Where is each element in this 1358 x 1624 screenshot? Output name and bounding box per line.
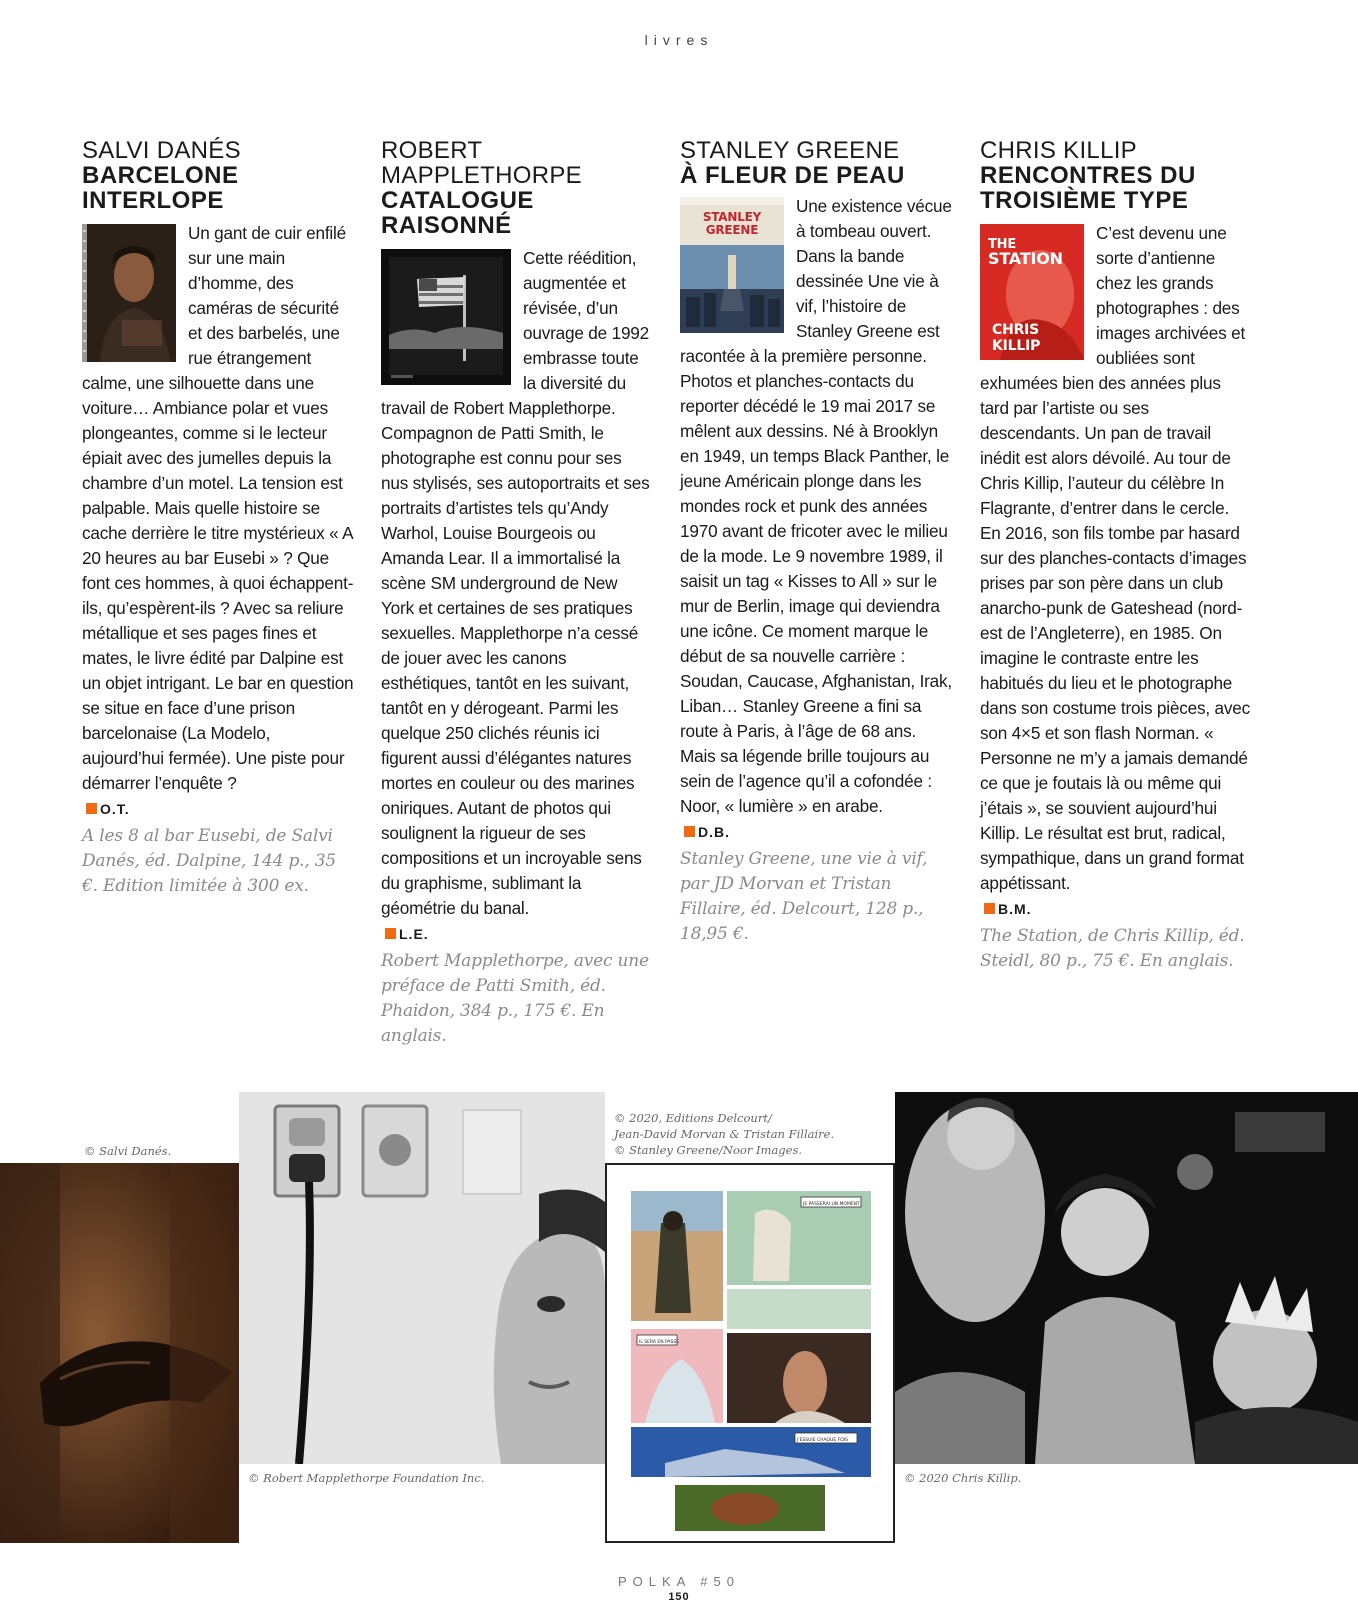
book-cover-the-station — [980, 224, 1084, 360]
article-salvi-danes — [82, 138, 354, 899]
comic-page — [605, 1163, 895, 1543]
book-reference: The Station, de Chris Killip, éd. Steidl, 80 p., 75 €. En anglais. — [980, 926, 1245, 971]
speech-bubble: IL SERA EN PASSE — [639, 1340, 680, 1345]
article-author: STANLEY GREENE — [680, 137, 900, 164]
magazine-name: POLKA #50 — [618, 1574, 740, 1589]
end-mark — [984, 903, 995, 914]
article-title-line: CATALOGUE — [381, 187, 534, 214]
book-cover-catalogue — [381, 249, 511, 385]
book-cover-barcelone — [82, 224, 176, 362]
author-initials: L.E. — [399, 926, 429, 942]
photo-mapplethorpe-portrait — [239, 1092, 605, 1464]
book-reference: A les 8 al bar Eusebi, de Salvi Danés, éd. Dalpine, 144 p., 35 €. Edition limitée à 300 ex. — [82, 826, 336, 896]
photo-credit-killip: © 2020 Chris Killip. — [904, 1471, 1022, 1485]
article-title-line: À FLEUR DE PEAU — [680, 162, 905, 189]
article-author: CHRIS KILLIP — [980, 137, 1137, 164]
cover-title-line: STANLEY — [702, 210, 762, 224]
article-body: Une existence vécue à tombeau ouvert. Dans la bande dessinée Une vie à vif, l’histoire de Stanley Greene est racontée à la première personne. Photos et planches-contacts du reporter décédé le 19 mai 2017 se mêlent aux dessins. Né à Brooklyn en 1949, un temps Black Panther, le jeune Américain plonge dans les mondes rock et punk des années 1970 avant de fricoter avec le milieu de la mode. Le 9 novembre 1989, il saisit un tag « Kisses to All » sur le mur de Berlin, image qui deviendra une icône. Ce moment marque le début de sa nouvelle carrière : Soudan, Caucase, Afghanistan, Irak, Liban… Stanley Greene a fini sa route à Paris, à l’âge de 68 ans. Mais sa légende brille toujours au sein de l’agence qu’il a cofondée : Noor, « lumière » en arabe. — [680, 196, 953, 816]
article-title-line: RAISONNÉ — [381, 212, 512, 239]
article-body: C’est devenu une sorte d’antienne chez les grands photographes : des images archivées et oubliées sont exhumées bien des années plus tard par l’artiste ou ses descendants. Un pan de travail inédit est alors dévoilé. Au tour de Chris Killip, l’auteur du célèbre In Flagrante, d’entrer dans le cercle. En 2016, son fils tombe par hasard sur des planches-contacts d’images prises par son père dans un club anarcho-punk de Gateshead (nord-est de l’Angleterre), en 1985. On imagine le contraste entre les habitués du lieu et le photographe dans son costume trois pièces, avec son 4×5 et son flash Norman. « Personne ne m’y a jamais demandé ce que je foutais là ou même qui j’étais », se souvient aujourd’hui Killip. Le résultat est brut, radical, sympathique, dans un grand format appétissant. — [980, 223, 1251, 893]
page-number: 150 — [668, 1591, 690, 1603]
author-initials: D.B. — [698, 824, 730, 840]
article-body: Un gant de cuir enfilé sur une main d’homme, des caméras de sécurité et des barbelés, une rue étrangement calme, une silhouette dans une voiture… Ambiance polar et vues plongeantes, comme si le lecteur épiait avec des jumelles depuis la chambre d’un motel. La tension est palpable. Mais quelle histoire se cache derrière le titre mystérieux « A 20 heures au bar Eusebi » ? Que font ces hommes, à quoi échappent-ils, qu’espèrent-ils ? Avec sa reliure métallique et ses pages fines et mates, le livre édité par Dalpine est un objet intrigant. Le bar en question se situe en face d’une prison barcelonaise (La Modelo, aujourd’hui fermée). Une piste pour démarrer l’enquête ? — [82, 223, 354, 793]
photo-credit-danes: © Salvi Danés. — [84, 1144, 172, 1158]
article-title-line: RENCONTRES DU — [980, 162, 1196, 189]
book-cover-une-vie-a-vif — [680, 197, 784, 333]
end-mark — [86, 803, 97, 814]
author-initials: B.M. — [998, 901, 1032, 917]
article-title-line: BARCELONE — [82, 162, 239, 189]
book-reference: Stanley Greene, une vie à vif, par JD Morvan et Tristan Fillaire, éd. Delcourt, 128 p., 18,95 €. — [680, 849, 928, 944]
article-author: ROBERT MAPPLETHORPE — [381, 137, 582, 189]
cover-title-line: GREENE — [705, 223, 759, 237]
cover-title-line: CHRIS — [992, 322, 1040, 338]
article-stanley-greene — [680, 138, 952, 947]
page-footer — [0, 1574, 1358, 1603]
speech-bubble: JE PASSERAI UN MOMENT — [803, 1202, 860, 1207]
article-author: SALVI DANÉS — [82, 137, 241, 164]
cover-title-line: STATION — [988, 249, 1063, 268]
speech-bubble: J'ESSUIE CHAQUE FOIS — [797, 1438, 848, 1443]
author-initials: O.T. — [100, 801, 130, 817]
photo-credit-delcourt-line3: © Stanley Greene/Noor Images. — [614, 1143, 803, 1157]
end-mark — [385, 928, 396, 939]
section-title: livres — [644, 32, 714, 48]
photo-credit-delcourt-line1: © 2020, Editions Delcourt/ — [614, 1111, 772, 1125]
photo-punk-club — [895, 1092, 1358, 1464]
photo-gloved-hand — [0, 1163, 239, 1543]
article-chris-killip — [980, 138, 1252, 974]
end-mark — [684, 826, 695, 837]
article-body: Cette réédition, augmentée et révisée, d’un ouvrage de 1992 embrasse toute la diversité du travail de Robert Mapplethorpe. Compagnon de Patti Smith, le photographe est connu pour ses nus stylisés, ses autoportraits et ses portraits d’artistes tels qu’Andy Warhol, Louise Bourgeois ou Amanda Lear. Il a immortalisé la scène SM underground de New York et certaines de ses pratiques sexuelles. Mapplethorpe n’a cessé de jouer avec les canons esthétiques, tantôt en les suivant, tantôt en y dérogeant. Parmi les quelque 250 clichés réunis ici figurent aussi d’élégantes natures mortes en couleur ou des marines oniriques. Autant de photos qui soulignent la rigueur de ses compositions et un incroyable sens du graphisme, sublimant la géométrie du banal. — [381, 248, 650, 918]
cover-title-line: KILLIP — [992, 338, 1041, 354]
photo-credit-delcourt-line2: Jean-David Morvan & Tristan Fillaire. — [614, 1127, 835, 1141]
photo-credit-mapplethorpe: © Robert Mapplethorpe Foundation Inc. — [248, 1471, 485, 1485]
article-title-line: INTERLOPE — [82, 187, 224, 214]
cover-title-line: THE — [988, 237, 1017, 252]
book-reference: Robert Mapplethorpe, avec une préface de Patti Smith, éd. Phaidon, 384 p., 175 €. En anglais. — [381, 951, 649, 1046]
article-mapplethorpe — [381, 138, 653, 1049]
article-title-line: TROISIÈME TYPE — [980, 187, 1189, 214]
